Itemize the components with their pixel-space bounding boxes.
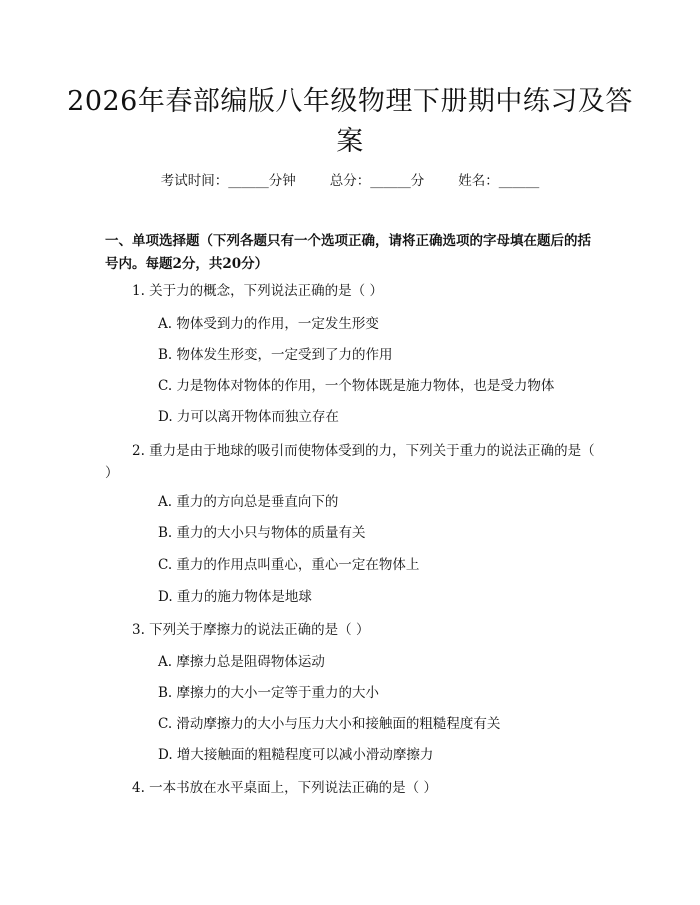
question-3-option-a: A. 摩擦力总是阻碍物体运动 xyxy=(158,654,325,670)
question-1-option-d: D. 力可以离开物体而独立存在 xyxy=(158,409,339,425)
question-2-option-c: C. 重力的作用点叫重心，重心一定在物体上 xyxy=(158,557,420,573)
question-3-option-c: C. 滑动摩擦力的大小与压力大小和接触面的粗糙程度有关 xyxy=(158,716,501,732)
question-1: 1. 关于力的概念，下列说法正确的是（ ） xyxy=(132,283,383,299)
question-4: 4. 一本书放在水平桌面上，下列说法正确的是（ ） xyxy=(132,780,437,796)
page-title: 2026年春部编版八年级物理下册期中练习及答案 xyxy=(67,86,633,157)
question-1-option-c: C. 力是物体对物体的作用，一个物体既是施力物体，也是受力物体 xyxy=(158,378,555,394)
question-2-option-d: D. 重力的施力物体是地球 xyxy=(158,589,312,605)
question-2: 2. 重力是由于地球的吸引而使物体受到的力，下列关于重力的说法正确的是（ ） xyxy=(105,443,595,481)
exam-info-line xyxy=(0,171,700,191)
question-2-option-a: A. 重力的方向总是垂直向下的 xyxy=(158,494,339,510)
question-1-option-b: B. 物体发生形变，一定受到了力的作用 xyxy=(158,347,393,363)
section-heading: 一、单项选择题（下列各题只有一个选项正确，请将正确选项的字母填在题后的括号内。每题2分，共20分） xyxy=(105,233,591,272)
question-3-option-b: B. 摩擦力的大小一定等于重力的大小 xyxy=(158,685,380,701)
question-2-option-b: B. 重力的大小只与物体的质量有关 xyxy=(158,525,366,541)
question-1-option-a: A. 物体受到力的作用，一定发生形变 xyxy=(158,316,379,332)
question-3: 3. 下列关于摩擦力的说法正确的是（ ） xyxy=(132,622,370,638)
student-name-field: 姓名：______ xyxy=(458,173,540,189)
question-3-option-d: D. 增大接触面的粗糙程度可以减小滑动摩擦力 xyxy=(158,747,434,763)
total-score-field: 总分：______分 xyxy=(329,173,425,189)
exam-time-field: 考试时间：______分钟 xyxy=(160,173,296,189)
